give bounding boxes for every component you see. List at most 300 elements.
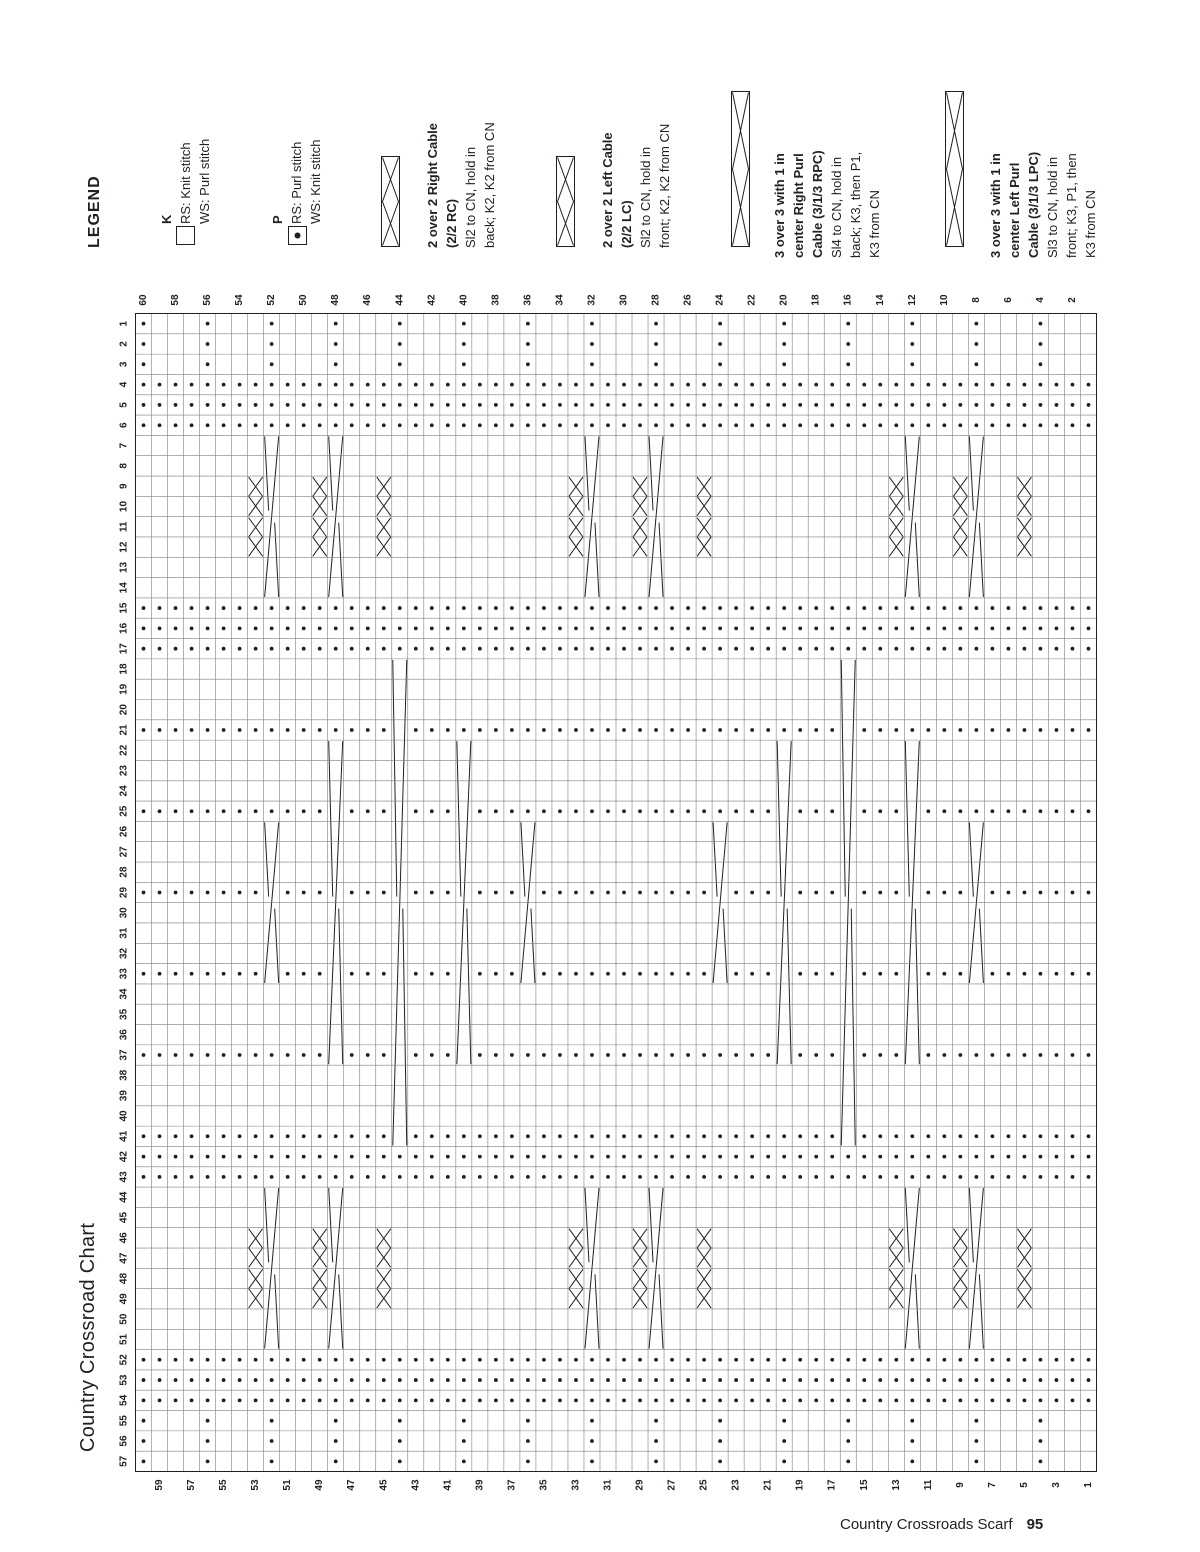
purl-dot: [1039, 423, 1043, 427]
purl-dot: [734, 383, 738, 387]
row-number-even: 60: [138, 294, 150, 306]
purl-dot: [334, 1175, 338, 1179]
purl-dot: [510, 606, 514, 610]
purl-dot: [958, 647, 962, 651]
purl-dot: [526, 403, 530, 407]
purl-dot: [990, 626, 994, 630]
purl-dot: [798, 647, 802, 651]
purl-dot: [1055, 606, 1059, 610]
purl-dot: [910, 362, 914, 366]
purl-dot: [638, 728, 642, 732]
purl-dot: [878, 1155, 882, 1159]
purl-dot: [990, 728, 994, 732]
purl-dot: [878, 626, 882, 630]
purl-dot: [302, 1398, 306, 1402]
purl-dot: [334, 626, 338, 630]
purl-dot: [158, 423, 162, 427]
purl-dot: [702, 1155, 706, 1159]
purl-dot: [286, 403, 290, 407]
purl-dot: [558, 891, 562, 895]
purl-dot: [350, 972, 354, 976]
purl-dot: [270, 606, 274, 610]
purl-dot: [1039, 626, 1043, 630]
purl-dot: [382, 891, 386, 895]
purl-dot: [366, 647, 370, 651]
purl-dot: [814, 972, 818, 976]
stitch-number: 26: [118, 825, 130, 838]
purl-dot: [494, 1175, 498, 1179]
purl-dot: [542, 809, 546, 813]
purl-dot: [1007, 1378, 1011, 1382]
purl-dot: [318, 809, 322, 813]
purl-dot: [542, 383, 546, 387]
purl-dot: [1071, 606, 1075, 610]
purl-dot: [718, 647, 722, 651]
purl-dot: [142, 809, 146, 813]
purl-dot: [574, 1053, 578, 1057]
purl-dot: [782, 1175, 786, 1179]
purl-dot: [286, 1378, 290, 1382]
purl-dot: [1023, 1155, 1027, 1159]
purl-dot: [846, 1398, 850, 1402]
purl-dot: [990, 403, 994, 407]
purl-dot: [350, 891, 354, 895]
purl-dot: [782, 1439, 786, 1443]
purl-dot: [830, 1358, 834, 1362]
purl-dot: [942, 1134, 946, 1138]
purl-dot: [142, 647, 146, 651]
purl-dot: [750, 728, 754, 732]
stitch-number: 43: [118, 1171, 130, 1183]
purl-dot: [910, 383, 914, 387]
stitch-number: 10: [118, 500, 130, 513]
purl-dot: [446, 1134, 450, 1138]
purl-dot: [1039, 1134, 1043, 1138]
purl-dot: [606, 1378, 610, 1382]
purl-dot: [478, 1398, 482, 1402]
stitch-number: 25: [118, 805, 130, 817]
purl-dot: [686, 728, 690, 732]
purl-dot: [814, 1155, 818, 1159]
purl-dot: [366, 972, 370, 976]
purl-dot: [702, 1134, 706, 1138]
purl-dot: [846, 1459, 850, 1463]
purl-dot: [206, 606, 210, 610]
purl-dot: [862, 1134, 866, 1138]
row-number-even: 20: [778, 294, 790, 306]
purl-dot: [910, 1358, 914, 1362]
purl-dot: [750, 626, 754, 630]
purl-dot: [1007, 1175, 1011, 1179]
purl-dot: [238, 728, 242, 732]
purl-dot: [670, 1398, 674, 1402]
purl-dot: [974, 1419, 978, 1423]
purl-dot: [654, 322, 658, 326]
purl-dot: [894, 1155, 898, 1159]
purl-dot: [830, 423, 834, 427]
purl-dot: [670, 403, 674, 407]
purl-dot: [798, 972, 802, 976]
purl-dot: [318, 1398, 322, 1402]
purl-dot: [318, 728, 322, 732]
purl-dot: [414, 809, 418, 813]
purl-dot: [526, 1439, 530, 1443]
purl-dot: [1007, 1155, 1011, 1159]
purl-dot: [1071, 1155, 1075, 1159]
purl-dot: [174, 809, 178, 813]
purl-dot: [958, 809, 962, 813]
purl-dot: [718, 626, 722, 630]
purl-dot: [286, 626, 290, 630]
cable-2-2-lc-icon: [557, 157, 575, 247]
stitch-number: 54: [118, 1394, 130, 1406]
purl-dot: [414, 1398, 418, 1402]
purl-dot: [206, 423, 210, 427]
purl-dot: [254, 728, 258, 732]
purl-dot: [478, 1358, 482, 1362]
purl-dot: [510, 891, 514, 895]
purl-dot: [558, 1358, 562, 1362]
row-number-even: 34: [554, 294, 566, 306]
purl-dot: [846, 1439, 850, 1443]
purl-dot: [142, 403, 146, 407]
purl-dot: [750, 1398, 754, 1402]
purl-dot: [814, 1358, 818, 1362]
purl-dot: [958, 606, 962, 610]
purl-dot: [478, 383, 482, 387]
purl-dot: [526, 728, 530, 732]
purl-dot: [590, 606, 594, 610]
purl-dot: [638, 1378, 642, 1382]
stitch-number: 28: [118, 866, 130, 878]
purl-dot: [558, 1155, 562, 1159]
purl-dot: [862, 891, 866, 895]
purl-dot: [942, 972, 946, 976]
purl-dot: [366, 383, 370, 387]
purl-dot: [814, 1134, 818, 1138]
purl-dot: [254, 423, 258, 427]
purl-dot: [862, 626, 866, 630]
purl-dot: [606, 626, 610, 630]
purl-dot: [974, 1134, 978, 1138]
purl-dot: [814, 423, 818, 427]
purl-dot: [206, 383, 210, 387]
purl-dot: [942, 626, 946, 630]
purl-dot: [574, 403, 578, 407]
purl-dot: [766, 383, 770, 387]
purl-dot: [1071, 423, 1075, 427]
purl-dot: [654, 403, 658, 407]
purl-dot: [574, 423, 578, 427]
purl-dot: [222, 728, 226, 732]
row-number-even: 30: [618, 294, 630, 306]
purl-dot: [654, 891, 658, 895]
purl-dot: [846, 383, 850, 387]
purl-dot: [750, 403, 754, 407]
purl-dot: [558, 423, 562, 427]
purl-dot: [654, 809, 658, 813]
legend-purl-rs: RS: Purl stitch: [289, 141, 304, 224]
purl-dot: [990, 891, 994, 895]
purl-dot: [798, 1358, 802, 1362]
purl-dot: [478, 647, 482, 651]
purl-dot: [910, 1398, 914, 1402]
purl-dot: [734, 891, 738, 895]
purl-dot: [590, 1358, 594, 1362]
purl-dot: [382, 1398, 386, 1402]
purl-dot: [142, 1419, 146, 1423]
legend-lc-title: 2 over 2 Left Cable: [600, 132, 615, 248]
purl-dot: [558, 626, 562, 630]
purl-dot: [542, 1398, 546, 1402]
purl-dot: [830, 403, 834, 407]
purl-dot: [222, 383, 226, 387]
purl-dot: [414, 423, 418, 427]
purl-dot: [558, 606, 562, 610]
purl-dot: [846, 1175, 850, 1179]
purl-dot: [958, 1378, 962, 1382]
purl-dot: [590, 1459, 594, 1463]
purl-dot: [878, 891, 882, 895]
purl-dot: [414, 647, 418, 651]
purl-dot: [766, 891, 770, 895]
purl-dot: [782, 1419, 786, 1423]
purl-dot: [350, 809, 354, 813]
purl-dot: [158, 728, 162, 732]
purl-dot: [990, 1175, 994, 1179]
purl-dot: [478, 891, 482, 895]
purl-dot: [974, 423, 978, 427]
legend-rpc-line3: K3 from CN: [867, 190, 882, 258]
purl-dot: [1087, 606, 1091, 610]
purl-dot: [1055, 1155, 1059, 1159]
purl-dot: [222, 1155, 226, 1159]
purl-dot: [174, 403, 178, 407]
purl-dot: [158, 1134, 162, 1138]
purl-dot: [670, 1155, 674, 1159]
purl-dot: [734, 1155, 738, 1159]
purl-dot: [622, 626, 626, 630]
purl-dot: [1007, 809, 1011, 813]
purl-dot: [926, 423, 930, 427]
purl-dot: [638, 891, 642, 895]
purl-dot: [222, 647, 226, 651]
purl-dot: [782, 1155, 786, 1159]
purl-dot: [846, 1358, 850, 1362]
purl-dot: [590, 809, 594, 813]
legend-rc-line1: Sl2 to CN, hold in: [463, 146, 478, 248]
purl-dot: [430, 1358, 434, 1362]
purl-dot: [542, 1155, 546, 1159]
purl-dot: [798, 383, 802, 387]
purl-dot: [398, 1378, 402, 1382]
purl-dot: [1071, 1175, 1075, 1179]
purl-dot: [190, 383, 194, 387]
stitch-number: 40: [118, 1110, 130, 1122]
purl-dot: [574, 1358, 578, 1362]
purl-dot: [702, 626, 706, 630]
purl-dot: [270, 342, 274, 346]
purl-dot: [414, 403, 418, 407]
purl-dot: [350, 1155, 354, 1159]
purl-dot: [494, 647, 498, 651]
purl-dot: [702, 403, 706, 407]
purl-dot: [270, 1053, 274, 1057]
purl-dot: [350, 1378, 354, 1382]
purl-dot: [654, 972, 658, 976]
purl-dot: [878, 1398, 882, 1402]
purl-dot: [142, 1398, 146, 1402]
stitch-number: 56: [118, 1435, 130, 1447]
purl-dot: [926, 891, 930, 895]
purl-dot: [654, 1155, 658, 1159]
purl-dot: [286, 972, 290, 976]
purl-dot: [638, 1134, 642, 1138]
purl-dot: [158, 383, 162, 387]
purl-dot: [318, 1053, 322, 1057]
purl-dot: [510, 1378, 514, 1382]
row-number-even: 26: [682, 294, 694, 306]
purl-dot: [542, 423, 546, 427]
purl-dot: [750, 891, 754, 895]
purl-dot: [478, 626, 482, 630]
row-number-odd: 19: [794, 1479, 806, 1491]
purl-dot: [798, 728, 802, 732]
purl-dot: [638, 606, 642, 610]
purl-dot: [206, 1439, 210, 1443]
purl-dot: [446, 647, 450, 651]
purl-dot: [574, 383, 578, 387]
purl-dot: [718, 383, 722, 387]
purl-dot: [702, 1053, 706, 1057]
purl-dot: [1007, 403, 1011, 407]
purl-dot: [638, 423, 642, 427]
purl-dot: [878, 1358, 882, 1362]
purl-dot: [958, 1398, 962, 1402]
purl-dot: [286, 1134, 290, 1138]
purl-dot: [238, 1134, 242, 1138]
purl-dot: [974, 1175, 978, 1179]
purl-dot: [1071, 1378, 1075, 1382]
purl-dot: [606, 728, 610, 732]
purl-dot: [302, 1175, 306, 1179]
purl-dot: [478, 606, 482, 610]
purl-dot: [382, 647, 386, 651]
legend-rpc-title2: center Right Purl: [791, 153, 806, 258]
purl-dot: [318, 1175, 322, 1179]
legend-lpc-title1: 3 over 3 with 1 in: [988, 153, 1003, 258]
purl-dot: [1007, 728, 1011, 732]
purl-dot: [654, 728, 658, 732]
purl-dot: [590, 403, 594, 407]
purl-dot: [670, 606, 674, 610]
purl-dot: [558, 1053, 562, 1057]
purl-dot: [494, 891, 498, 895]
purl-dot: [686, 383, 690, 387]
purl-dot: [622, 647, 626, 651]
purl-dot: [302, 728, 306, 732]
purl-dot: [142, 626, 146, 630]
purl-dot: [446, 1175, 450, 1179]
purl-dot: [526, 647, 530, 651]
purl-dot: [686, 403, 690, 407]
purl-dot: [190, 606, 194, 610]
purl-dot: [1071, 1134, 1075, 1138]
purl-dot: [494, 626, 498, 630]
purl-dot: [894, 1134, 898, 1138]
purl-dot: [1071, 1053, 1075, 1057]
purl-dot: [798, 1053, 802, 1057]
purl-dot: [1055, 809, 1059, 813]
stitch-number: 7: [118, 442, 130, 449]
purl-dot: [190, 1053, 194, 1057]
purl-dot: [782, 606, 786, 610]
purl-dot: [894, 891, 898, 895]
purl-dot: [638, 1053, 642, 1057]
purl-dot: [974, 1358, 978, 1362]
purl-dot: [334, 1459, 338, 1463]
purl-dot: [1023, 403, 1027, 407]
purl-dot: [302, 647, 306, 651]
purl-dot: [1071, 647, 1075, 651]
purl-dot: [798, 1378, 802, 1382]
purl-dot: [590, 1053, 594, 1057]
purl-dot: [798, 809, 802, 813]
purl-dot: [174, 1053, 178, 1057]
cable-3-1-3-lpc-icon: [946, 92, 964, 247]
purl-dot: [238, 383, 242, 387]
purl-dot: [462, 728, 466, 732]
purl-dot: [414, 1358, 418, 1362]
purl-dot: [462, 647, 466, 651]
purl-dot: [766, 647, 770, 651]
purl-dot: [1087, 891, 1091, 895]
purl-dot: [606, 972, 610, 976]
purl-dot: [686, 1175, 690, 1179]
purl-dot: [526, 1378, 530, 1382]
purl-dot: [398, 1419, 402, 1423]
purl-dot: [542, 606, 546, 610]
purl-dot: [942, 403, 946, 407]
purl-dot: [766, 423, 770, 427]
purl-dot: [254, 383, 258, 387]
purl-dot: [766, 728, 770, 732]
purl-dot: [430, 891, 434, 895]
purl-dot: [174, 1175, 178, 1179]
purl-dot: [542, 1053, 546, 1057]
purl-dot: [830, 1053, 834, 1057]
purl-dot: [942, 423, 946, 427]
purl-dot: [190, 1398, 194, 1402]
legend-rc-abbr: (2/2 RC): [444, 198, 459, 248]
purl-dot: [942, 606, 946, 610]
purl-dot: [958, 972, 962, 976]
purl-dot: [654, 1053, 658, 1057]
purl-dot: [158, 891, 162, 895]
purl-dot: [190, 1358, 194, 1362]
purl-dot: [302, 972, 306, 976]
purl-dot: [318, 423, 322, 427]
purl-dot: [766, 1155, 770, 1159]
purl-dot: [302, 423, 306, 427]
purl-dot: [206, 647, 210, 651]
purl-dot: [334, 383, 338, 387]
purl-dot: [1039, 1398, 1043, 1402]
purl-dot: [782, 1398, 786, 1402]
purl-dot: [654, 362, 658, 366]
purl-dot: [446, 626, 450, 630]
purl-dot: [478, 423, 482, 427]
